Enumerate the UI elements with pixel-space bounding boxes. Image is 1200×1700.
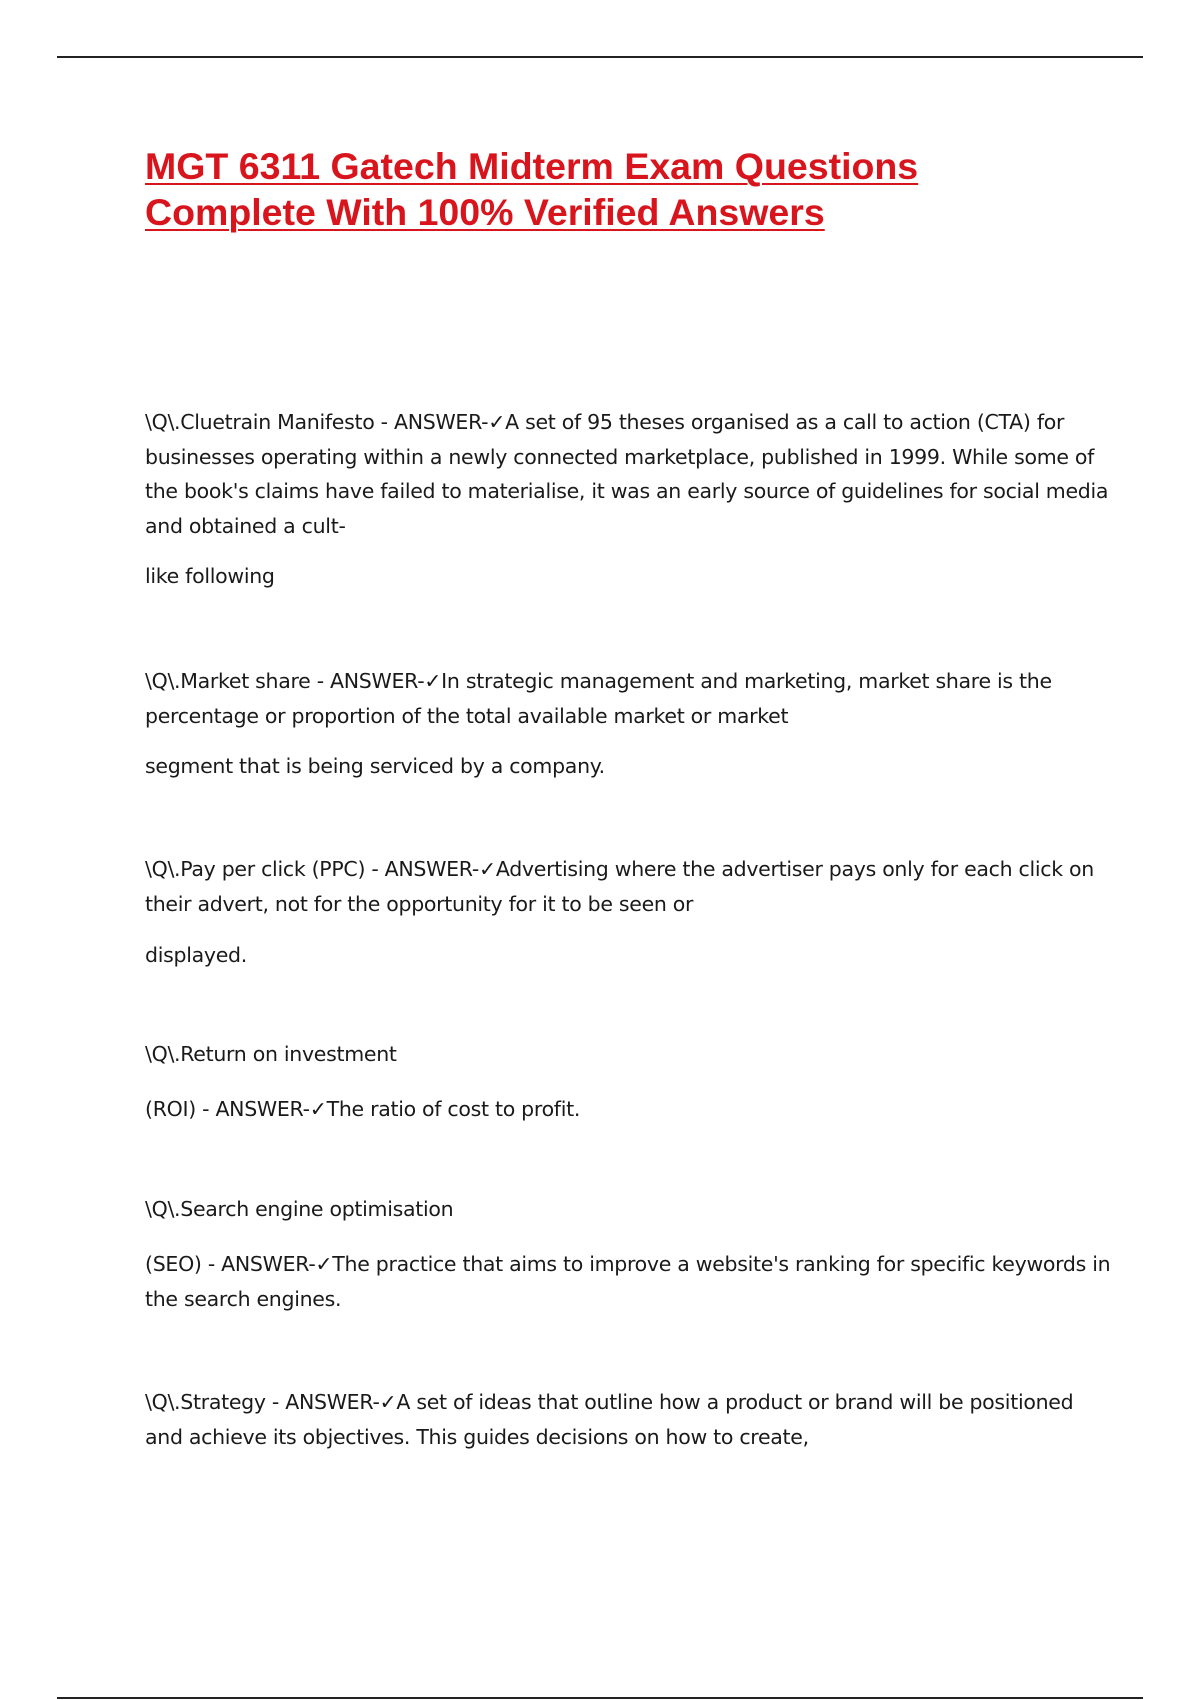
text-line: displayed.	[145, 943, 247, 967]
text-line: the book's claims have failed to materialise, it was an early source of guidelines for social media	[145, 479, 1109, 503]
text-line: (SEO) - ANSWER-✓The practice that aims to improve a website's ranking for specific keywords in	[145, 1252, 1111, 1276]
text-line: \Q\.Market share - ANSWER-✓In strategic management and marketing, market share is the	[145, 669, 1052, 693]
text-line: businesses operating within a newly connected marketplace, published in 1999. While some of	[145, 444, 1095, 469]
document-title	[145, 143, 1105, 235]
qa-paragraph-seo-question	[145, 1192, 1090, 1227]
qa-paragraph-market-share	[145, 664, 1090, 733]
qa-paragraph-roi-question	[145, 1037, 1090, 1072]
text-line: their advert, not for the opportunity for it to be seen or	[145, 891, 694, 916]
text-line: \Q\.Search engine optimisation	[145, 1197, 454, 1221]
qa-paragraph-continuation	[145, 938, 1090, 973]
text-line: \Q\.Return on investment	[145, 1042, 397, 1066]
text-line: and obtained a cult-	[145, 513, 346, 538]
text-line: segment that is being serviced by a company.	[145, 754, 605, 778]
footer-rule	[57, 1697, 1143, 1699]
qa-paragraph-continuation	[145, 559, 1090, 594]
text-line: \Q\.Cluetrain Manifesto - ANSWER-✓A set of 95 theses organised as a call to action (CTA) for	[145, 410, 1065, 434]
qa-paragraph-ppc	[145, 852, 1094, 921]
header-rule	[57, 56, 1143, 58]
text-line: \Q\.Pay per click (PPC) - ANSWER-✓Advertising where the advertiser pays only for each click on	[145, 857, 1094, 881]
text-line: percentage or proportion of the total available market or market	[145, 703, 789, 728]
qa-paragraph-roi-answer	[145, 1092, 1090, 1127]
title-line-2: Complete With 100% Verified Answers	[145, 191, 825, 233]
text-line: like following	[145, 564, 275, 588]
qa-paragraph-strategy	[145, 1385, 1090, 1454]
qa-paragraph-seo-answer	[145, 1247, 1111, 1316]
text-line: (ROI) - ANSWER-✓The ratio of cost to profit.	[145, 1097, 581, 1121]
text-line: \Q\.Strategy - ANSWER-✓A set of ideas that outline how a product or brand will be positioned	[145, 1390, 1074, 1414]
text-line: the search engines.	[145, 1286, 342, 1311]
qa-paragraph-continuation	[145, 749, 1090, 784]
title-line-1: MGT 6311 Gatech Midterm Exam Questions	[145, 145, 919, 187]
text-line: and achieve its objectives. This guides decisions on how to create,	[145, 1424, 809, 1449]
qa-paragraph-cluetrain	[145, 405, 1109, 543]
